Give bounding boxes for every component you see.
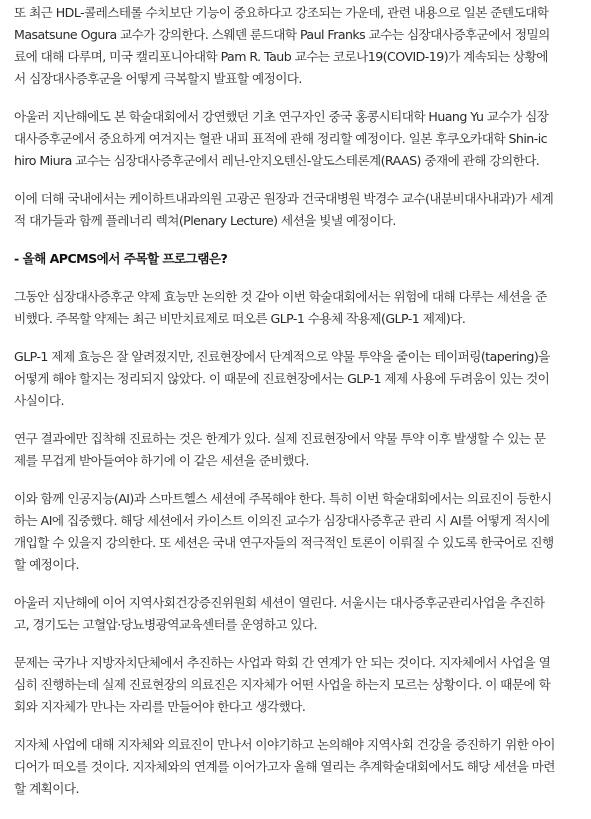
text-line: 비했다. 주목할 약제는 최근 비만치료제로 떠오른 GLP-1 수용체 작용제(GLP-1 제제)다. bbox=[14, 311, 466, 326]
text-line: 대사증후군에서 중요하게 여겨지는 혈관 내피 표적에 관해 정리할 예정이다. 일본 후쿠오카대학 Shin-ic bbox=[14, 131, 548, 146]
text-line: 아울러 지난해에도 본 학술대회에서 강연했던 기초 연구자인 중국 홍콩시티대학 Huang Yu 교수가 심장 bbox=[14, 109, 549, 124]
text-line: 고, 경기도는 고혈압·당뇨병광역교육센터를 운영하고 있다. bbox=[14, 617, 317, 632]
text-line: 지자체 사업에 대해 지자체와 의료진이 만나서 이야기하고 논의해야 지역사회 건강을 증진하기 위한 아이 bbox=[14, 737, 555, 752]
text-line: 하는 AI에 집중했다. 해당 세션에서 카이스트 이의진 교수가 심장대사증후군 관리 시 AI를 어떻게 적시에 bbox=[14, 513, 550, 528]
article-paragraph bbox=[14, 286, 580, 330]
article-paragraph bbox=[14, 428, 580, 472]
text-line: 개입할 수 있을지 강의한다. 또 세션은 국내 연구자들의 적극적인 토론이 이뤄질 수 있도록 한국어로 진행 bbox=[14, 535, 554, 550]
text-line: 또 최근 HDL-콜레스테롤 수치보단 기능이 중요하다고 강조되는 가운데, 관련 내용으로 일본 준텐도대학 bbox=[14, 5, 549, 20]
text-line: 아울러 지난해에 이어 지역사회건강증진위원회 세션이 열린다. 서울시는 대사증후군관리사업을 추진하 bbox=[14, 595, 545, 610]
text-line: 연구 결과에만 집착해 진료하는 것은 한계가 있다. 실제 진료현장에서 약물 투약 이후 발생할 수 있는 문 bbox=[14, 431, 546, 446]
text-line: 제를 무겁게 받아들여야 하기에 이 같은 세션을 준비했다. bbox=[14, 453, 309, 468]
text-line: 회와 지자체가 만나는 자리를 만들어야 한다고 생각했다. bbox=[14, 699, 306, 714]
article-paragraph bbox=[14, 488, 580, 576]
text-line: 할 예정이다. bbox=[14, 557, 79, 572]
text-line: 료에 대해 다루며, 미국 캘리포니아대학 Pam R. Taub 교수는 코로나19(COVID-19)가 계속되는 상황에 bbox=[14, 49, 548, 64]
text-line: 문제는 국가나 지방자치단체에서 추진하는 사업과 학회 간 연계가 안 되는 것이다. 지자체에서 사업을 열 bbox=[14, 655, 551, 670]
article-paragraph bbox=[14, 346, 580, 412]
article-paragraph bbox=[14, 652, 580, 718]
text-line: 이에 더해 국내에서는 케이하트내과의원 고광곤 원장과 건국대병원 박경수 교수(내분비대사내과)가 세계 bbox=[14, 191, 554, 206]
text-line: GLP-1 제제 효능은 잘 알려졌지만, 진료현장에서 단계적으로 약물 투약을 줄이는 테이퍼링(tapering)을 bbox=[14, 349, 550, 364]
text-line: 심히 진행하는데 실제 진료현장의 의료진은 지자체가 어떤 사업을 하는지 모르는 상황이다. 이 때문에 학 bbox=[14, 677, 551, 692]
article-body bbox=[14, 2, 580, 816]
section-subheading bbox=[14, 248, 580, 270]
text-line: 사실이다. bbox=[14, 393, 64, 408]
article-paragraph bbox=[14, 592, 580, 636]
text-line: 할 계획이다. bbox=[14, 781, 79, 796]
text-line: 디어가 떠오를 것이다. 지자체와의 연계를 이어가고자 올해 열리는 추계학술대회에서도 해당 세션을 마련 bbox=[14, 759, 555, 774]
article-paragraph bbox=[14, 734, 580, 800]
text-line: 그동안 심장대사증후군 약제 효능만 논의한 것 같아 이번 학술대회에서는 위험에 대해 다루는 세션을 준 bbox=[14, 289, 547, 304]
text-line: - 올해 APCMS에서 주목할 프로그램은? bbox=[14, 251, 228, 266]
article-paragraph bbox=[14, 188, 580, 232]
text-line: 이와 함께 인공지능(AI)과 스마트헬스 세션에 주목해야 한다. 특히 이번 학술대회에서는 의료진이 등한시 bbox=[14, 491, 552, 506]
text-line: 서 심장대사증후군을 어떻게 극복할지 발표할 예정이다. bbox=[14, 71, 302, 86]
article-paragraph bbox=[14, 106, 580, 172]
text-line: Masatsune Ogura 교수가 강의한다. 스웨덴 룬드대학 Paul Franks 교수는 심장대사증후군에서 정밀의 bbox=[14, 27, 550, 42]
text-line: 어떻게 해야 할지는 정리되지 않았다. 이 때문에 진료현장에서는 GLP-1 제제 사용에 두려움이 있는 것이 bbox=[14, 371, 550, 386]
article-paragraph bbox=[14, 2, 580, 90]
text-line: 적 대가들과 함께 플레너리 렉쳐(Plenary Lecture) 세션을 빛낼 예정이다. bbox=[14, 213, 396, 228]
text-line: hiro Miura 교수는 심장대사증후군에서 레닌-안지오텐신-알도스테론계(RAAS) 중재에 관해 강의한다. bbox=[14, 153, 540, 168]
